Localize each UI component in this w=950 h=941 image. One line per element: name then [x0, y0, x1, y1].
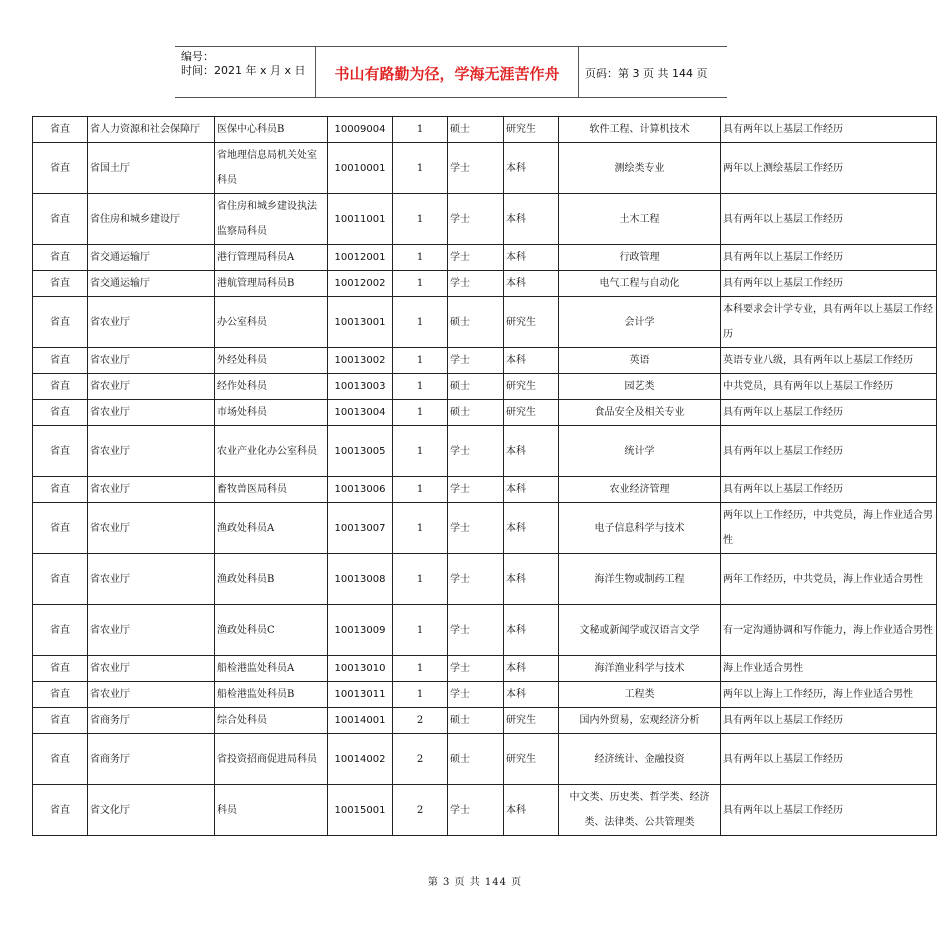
table-row [33, 477, 937, 503]
department-cell: 省国土厅 [88, 143, 215, 194]
degree-cell: 学士 [448, 656, 504, 682]
page-header [175, 46, 727, 98]
headcount-cell: 1 [393, 245, 448, 271]
position-code-cell: 10009004 [328, 117, 393, 143]
region-cell: 省直 [33, 554, 88, 605]
major-cell: 软件工程、计算机技术 [559, 117, 721, 143]
requirements-cell: 具有两年以上基层工作经历 [721, 117, 937, 143]
table-row [33, 143, 937, 194]
document-time-label: 时间：2021 年 x 月 x 日 [181, 64, 306, 77]
headcount-cell: 1 [393, 297, 448, 348]
department-cell: 省商务厅 [88, 734, 215, 785]
department-cell: 省农业厅 [88, 554, 215, 605]
education-cell: 研究生 [504, 708, 559, 734]
table-row [33, 348, 937, 374]
requirements-cell: 具有两年以上基层工作经历 [721, 426, 937, 477]
headcount-cell: 1 [393, 194, 448, 245]
position-cell: 船检港监处科员A [215, 656, 328, 682]
department-cell: 省农业厅 [88, 503, 215, 554]
table-row [33, 682, 937, 708]
major-cell: 中文类、历史类、哲学类、经济类、法律类、公共管理类 [559, 785, 721, 836]
degree-cell: 学士 [448, 426, 504, 477]
headcount-cell: 1 [393, 143, 448, 194]
region-cell: 省直 [33, 656, 88, 682]
major-cell: 电气工程与自动化 [559, 271, 721, 297]
department-cell: 省农业厅 [88, 400, 215, 426]
education-cell: 研究生 [504, 297, 559, 348]
table-row [33, 426, 937, 477]
headcount-cell: 1 [393, 605, 448, 656]
major-cell: 文秘或新闻学或汉语言文学 [559, 605, 721, 656]
table-row [33, 708, 937, 734]
degree-cell: 硕士 [448, 117, 504, 143]
headcount-cell: 1 [393, 348, 448, 374]
document-number-label: 编号： [181, 50, 214, 63]
table-row [33, 271, 937, 297]
region-cell: 省直 [33, 734, 88, 785]
position-cell: 渔政处科员A [215, 503, 328, 554]
education-cell: 本科 [504, 605, 559, 656]
department-cell: 省农业厅 [88, 374, 215, 400]
headcount-cell: 2 [393, 734, 448, 785]
department-cell: 省农业厅 [88, 348, 215, 374]
position-cell: 外经处科员 [215, 348, 328, 374]
requirements-cell: 具有两年以上基层工作经历 [721, 194, 937, 245]
department-cell: 省商务厅 [88, 708, 215, 734]
position-cell: 市场处科员 [215, 400, 328, 426]
department-cell: 省文化厅 [88, 785, 215, 836]
table-row [33, 194, 937, 245]
position-cell: 畜牧兽医局科员 [215, 477, 328, 503]
education-cell: 研究生 [504, 117, 559, 143]
major-cell: 测绘类专业 [559, 143, 721, 194]
position-cell: 经作处科员 [215, 374, 328, 400]
department-cell: 省人力资源和社会保障厅 [88, 117, 215, 143]
education-cell: 本科 [504, 503, 559, 554]
major-cell: 经济统计、金融投资 [559, 734, 721, 785]
degree-cell: 学士 [448, 503, 504, 554]
position-code-cell: 10013005 [328, 426, 393, 477]
requirements-cell: 海上作业适合男性 [721, 656, 937, 682]
education-cell: 本科 [504, 785, 559, 836]
major-cell: 海洋渔业科学与技术 [559, 656, 721, 682]
region-cell: 省直 [33, 271, 88, 297]
position-cell: 港行管理局科员A [215, 245, 328, 271]
headcount-cell: 1 [393, 503, 448, 554]
headcount-cell: 1 [393, 117, 448, 143]
major-cell: 统计学 [559, 426, 721, 477]
position-cell: 船检港监处科员B [215, 682, 328, 708]
degree-cell: 学士 [448, 194, 504, 245]
position-code-cell: 10011001 [328, 194, 393, 245]
table-row [33, 503, 937, 554]
position-code-cell: 10013011 [328, 682, 393, 708]
page-footer: 第 3 页 共 144 页 [427, 877, 523, 888]
department-cell: 省农业厅 [88, 477, 215, 503]
table-row [33, 400, 937, 426]
headcount-cell: 1 [393, 477, 448, 503]
department-cell: 省农业厅 [88, 656, 215, 682]
department-cell: 省农业厅 [88, 297, 215, 348]
requirements-cell: 具有两年以上基层工作经历 [721, 400, 937, 426]
department-cell: 省住房和城乡建设厅 [88, 194, 215, 245]
degree-cell: 学士 [448, 143, 504, 194]
major-cell: 食品安全及相关专业 [559, 400, 721, 426]
degree-cell: 学士 [448, 348, 504, 374]
education-cell: 本科 [504, 656, 559, 682]
major-cell: 国内外贸易，宏观经济分析 [559, 708, 721, 734]
table-row [33, 605, 937, 656]
region-cell: 省直 [33, 374, 88, 400]
position-code-cell: 10013009 [328, 605, 393, 656]
degree-cell: 硕士 [448, 734, 504, 785]
table-row [33, 117, 937, 143]
major-cell: 英语 [559, 348, 721, 374]
degree-cell: 学士 [448, 682, 504, 708]
position-code-cell: 10013002 [328, 348, 393, 374]
position-cell: 医保中心科员B [215, 117, 328, 143]
major-cell: 行政管理 [559, 245, 721, 271]
position-code-cell: 10013010 [328, 656, 393, 682]
department-cell: 省农业厅 [88, 426, 215, 477]
region-cell: 省直 [33, 348, 88, 374]
table-row [33, 297, 937, 348]
region-cell: 省直 [33, 143, 88, 194]
requirements-cell: 两年以上测绘基层工作经历 [721, 143, 937, 194]
requirements-cell: 英语专业八级，具有两年以上基层工作经历 [721, 348, 937, 374]
headcount-cell: 1 [393, 656, 448, 682]
requirements-cell: 具有两年以上基层工作经历 [721, 271, 937, 297]
region-cell: 省直 [33, 477, 88, 503]
major-cell: 电子信息科学与技术 [559, 503, 721, 554]
position-cell: 综合处科员 [215, 708, 328, 734]
requirements-cell: 中共党员，具有两年以上基层工作经历 [721, 374, 937, 400]
header-page-info: 页码：第 3 页 共 144 页 [585, 67, 708, 80]
position-code-cell: 10013003 [328, 374, 393, 400]
degree-cell: 硕士 [448, 400, 504, 426]
requirements-cell: 两年工作经历，中共党员，海上作业适合男性 [721, 554, 937, 605]
region-cell: 省直 [33, 785, 88, 836]
position-code-cell: 10014001 [328, 708, 393, 734]
headcount-cell: 1 [393, 682, 448, 708]
position-code-cell: 10012001 [328, 245, 393, 271]
headcount-cell: 2 [393, 785, 448, 836]
table-row [33, 374, 937, 400]
degree-cell: 学士 [448, 605, 504, 656]
education-cell: 本科 [504, 143, 559, 194]
requirements-cell: 两年以上海上工作经历，海上作业适合男性 [721, 682, 937, 708]
requirements-cell: 具有两年以上基层工作经历 [721, 708, 937, 734]
requirements-cell: 具有两年以上基层工作经历 [721, 477, 937, 503]
degree-cell: 硕士 [448, 374, 504, 400]
requirements-cell: 具有两年以上基层工作经历 [721, 245, 937, 271]
table-row [33, 554, 937, 605]
region-cell: 省直 [33, 194, 88, 245]
education-cell: 研究生 [504, 374, 559, 400]
position-cell: 省住房和城乡建设执法监察局科员 [215, 194, 328, 245]
education-cell: 本科 [504, 477, 559, 503]
major-cell: 工程类 [559, 682, 721, 708]
requirements-cell: 本科要求会计学专业，具有两年以上基层工作经历 [721, 297, 937, 348]
degree-cell: 学士 [448, 477, 504, 503]
position-code-cell: 10010001 [328, 143, 393, 194]
position-code-cell: 10013004 [328, 400, 393, 426]
degree-cell: 学士 [448, 785, 504, 836]
major-cell: 海洋生物或制药工程 [559, 554, 721, 605]
major-cell: 农业经济管理 [559, 477, 721, 503]
degree-cell: 学士 [448, 245, 504, 271]
major-cell: 会计学 [559, 297, 721, 348]
education-cell: 本科 [504, 426, 559, 477]
position-cell: 省投资招商促进局科员 [215, 734, 328, 785]
position-code-cell: 10013007 [328, 503, 393, 554]
degree-cell: 硕士 [448, 297, 504, 348]
positions-table [32, 116, 937, 836]
department-cell: 省交通运输厅 [88, 271, 215, 297]
position-cell: 办公室科员 [215, 297, 328, 348]
degree-cell: 学士 [448, 271, 504, 297]
major-cell: 土木工程 [559, 194, 721, 245]
department-cell: 省农业厅 [88, 605, 215, 656]
education-cell: 研究生 [504, 734, 559, 785]
position-code-cell: 10012002 [328, 271, 393, 297]
region-cell: 省直 [33, 297, 88, 348]
region-cell: 省直 [33, 682, 88, 708]
headcount-cell: 2 [393, 708, 448, 734]
header-divider [578, 47, 579, 97]
position-code-cell: 10013001 [328, 297, 393, 348]
requirements-cell: 具有两年以上基层工作经历 [721, 785, 937, 836]
position-cell: 农业产业化办公室科员 [215, 426, 328, 477]
headcount-cell: 1 [393, 426, 448, 477]
headcount-cell: 1 [393, 374, 448, 400]
education-cell: 本科 [504, 194, 559, 245]
region-cell: 省直 [33, 426, 88, 477]
department-cell: 省农业厅 [88, 682, 215, 708]
table-row [33, 734, 937, 785]
degree-cell: 硕士 [448, 708, 504, 734]
region-cell: 省直 [33, 708, 88, 734]
header-slogan: 书山有路勤为径，学海无涯苦作舟 [334, 65, 560, 83]
position-code-cell: 10015001 [328, 785, 393, 836]
header-meta [181, 50, 306, 78]
requirements-cell: 具有两年以上基层工作经历 [721, 734, 937, 785]
position-cell: 港航管理局科员B [215, 271, 328, 297]
region-cell: 省直 [33, 117, 88, 143]
table-row [33, 656, 937, 682]
region-cell: 省直 [33, 503, 88, 554]
degree-cell: 学士 [448, 554, 504, 605]
headcount-cell: 1 [393, 554, 448, 605]
education-cell: 本科 [504, 348, 559, 374]
education-cell: 本科 [504, 245, 559, 271]
position-cell: 科员 [215, 785, 328, 836]
requirements-cell: 有一定沟通协调和写作能力，海上作业适合男性 [721, 605, 937, 656]
headcount-cell: 1 [393, 400, 448, 426]
region-cell: 省直 [33, 400, 88, 426]
education-cell: 本科 [504, 271, 559, 297]
position-cell: 渔政处科员B [215, 554, 328, 605]
major-cell: 园艺类 [559, 374, 721, 400]
headcount-cell: 1 [393, 271, 448, 297]
education-cell: 研究生 [504, 400, 559, 426]
position-code-cell: 10014002 [328, 734, 393, 785]
position-code-cell: 10013008 [328, 554, 393, 605]
region-cell: 省直 [33, 245, 88, 271]
education-cell: 本科 [504, 682, 559, 708]
table-row [33, 785, 937, 836]
position-cell: 渔政处科员C [215, 605, 328, 656]
table-row [33, 245, 937, 271]
position-cell: 省地理信息局机关处室科员 [215, 143, 328, 194]
department-cell: 省交通运输厅 [88, 245, 215, 271]
region-cell: 省直 [33, 605, 88, 656]
requirements-cell: 两年以上工作经历，中共党员，海上作业适合男性 [721, 503, 937, 554]
position-code-cell: 10013006 [328, 477, 393, 503]
education-cell: 本科 [504, 554, 559, 605]
